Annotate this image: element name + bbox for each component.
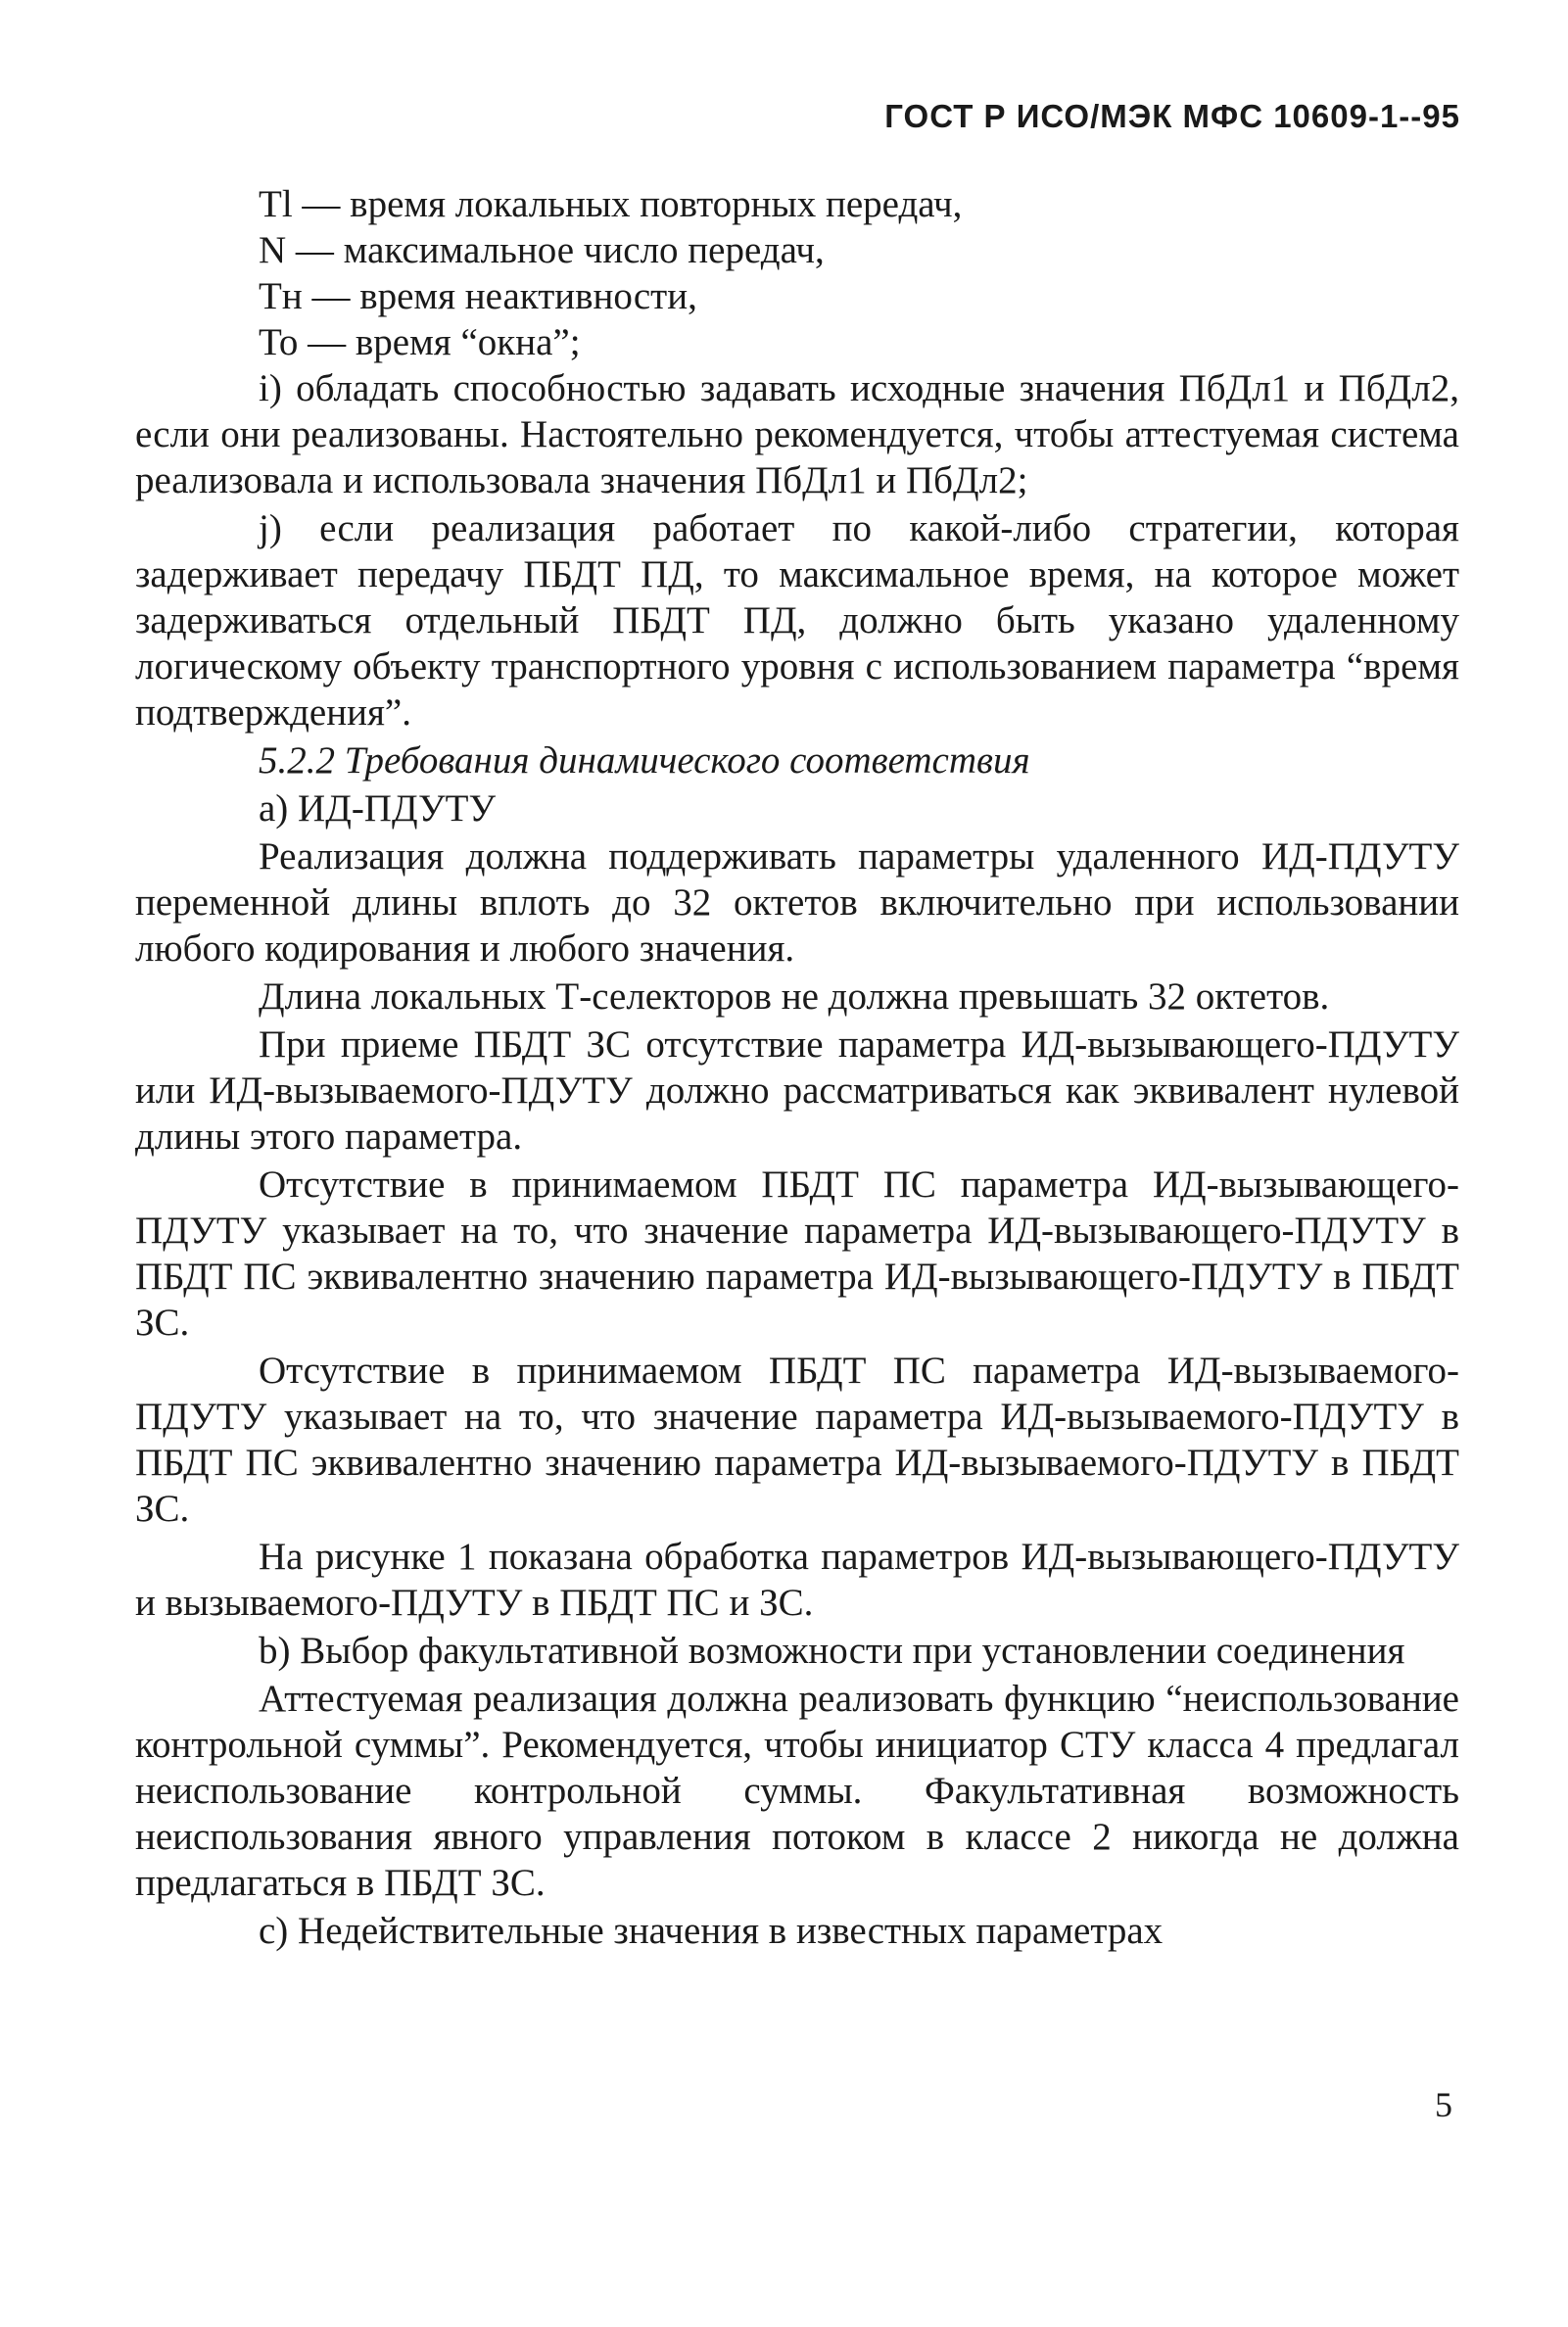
definition-item (259, 227, 1459, 273)
definition-list (135, 181, 1459, 365)
definition-item (259, 181, 1459, 227)
definition-text: время неактивности, (359, 275, 697, 317)
definition-term: Тн (259, 275, 303, 317)
paragraph: Аттестуемая реализация должна реализовать функцию “неиспользование контрольной суммы”. Рекомендуется, чтобы инициатор СТУ класса 4 предлагал неиспользование контрольной суммы. Факультативная возможность неиспользования явного управления потоком в классе 2 никогда не должна предлагаться в ПБДТ ЗС. (135, 1678, 1459, 1904)
paragraph: На рисунке 1 показана обработка параметров ИД-вызывающего-ПДУТУ и вызываемого-ПДУТУ в ПБДТ ПС и ЗС. (135, 1536, 1459, 1624)
definition-term: Tl (259, 183, 293, 225)
page-number: 5 (1435, 2085, 1452, 2124)
section-heading: 5.2.2 Требования динамического соответствия (259, 739, 1030, 782)
list-item-j: j) если реализация работает по какой-либо стратегии, которая задерживает передачу ПБДТ ПД, то максимальное время, на которое может задерживаться отдельный ПБДТ ПД, должно быть указано удаленному логическому объекту транспортного уровня с использованием параметра “время подтверждения”. (135, 507, 1459, 734)
list-item-i: i) обладать способностью задавать исходные значения ПбДл1 и ПбДл2, если они реализованы. Настоятельно рекомендуется, чтобы аттестуемая система реализовала и использовала значения ПбДл1 и ПбДл2; (135, 367, 1459, 501)
definition-text: максимальное число передач, (343, 229, 825, 271)
paragraph: Отсутствие в принимаемом ПБДТ ПС параметра ИД-вызываемого-ПДУТУ указывает на то, что значение параметра ИД-вызываемого-ПДУТУ в ПБДТ ПС эквивалентно значению параметра ИД-вызываемого-ПДУТУ в ПБДТ ЗС. (135, 1350, 1459, 1530)
definition-dash: — (295, 229, 334, 271)
definition-item (259, 319, 1459, 365)
definition-text: время локальных повторных передач, (350, 183, 963, 225)
paragraph: Длина локальных Т-селекторов не должна превышать 32 октетов. (259, 975, 1330, 1018)
paragraph: При приеме ПБДТ ЗС отсутствие параметра ИД-вызывающего-ПДУТУ или ИД-вызываемого-ПДУТУ должно рассматриваться как эквивалент нулевой длины этого параметра. (135, 1023, 1459, 1158)
document-body (135, 181, 1459, 1956)
definition-dash: — (302, 183, 341, 225)
document-header: ГОСТ Р ИСО/МЭК МФС 10609-1--95 (884, 98, 1460, 134)
definition-dash: — (311, 275, 351, 317)
definition-item (259, 273, 1459, 319)
paragraph: Отсутствие в принимаемом ПБДТ ПС параметра ИД-вызывающего-ПДУТУ указывает на то, что значение параметра ИД-вызывающего-ПДУТУ в ПБДТ ПС эквивалентно значению параметра ИД-вызывающего-ПДУТУ в ПБДТ ЗС. (135, 1164, 1459, 1344)
subsection-b-heading: b) Выбор факультативной возможности при установлении соединения (259, 1630, 1405, 1672)
definition-dash: — (308, 321, 347, 363)
definition-term: То (259, 321, 299, 363)
subsection-a-heading: а) ИД-ПДУТУ (259, 787, 497, 830)
paragraph: Реализация должна поддерживать параметры удаленного ИД-ПДУТУ переменной длины вплоть до 32 октетов включительно при использовании любого кодирования и любого значения. (135, 835, 1459, 970)
subsection-c-heading: с) Недействительные значения в известных параметрах (259, 1910, 1164, 1952)
definition-term: N (259, 229, 287, 271)
definition-text: время “окна”; (355, 321, 581, 363)
